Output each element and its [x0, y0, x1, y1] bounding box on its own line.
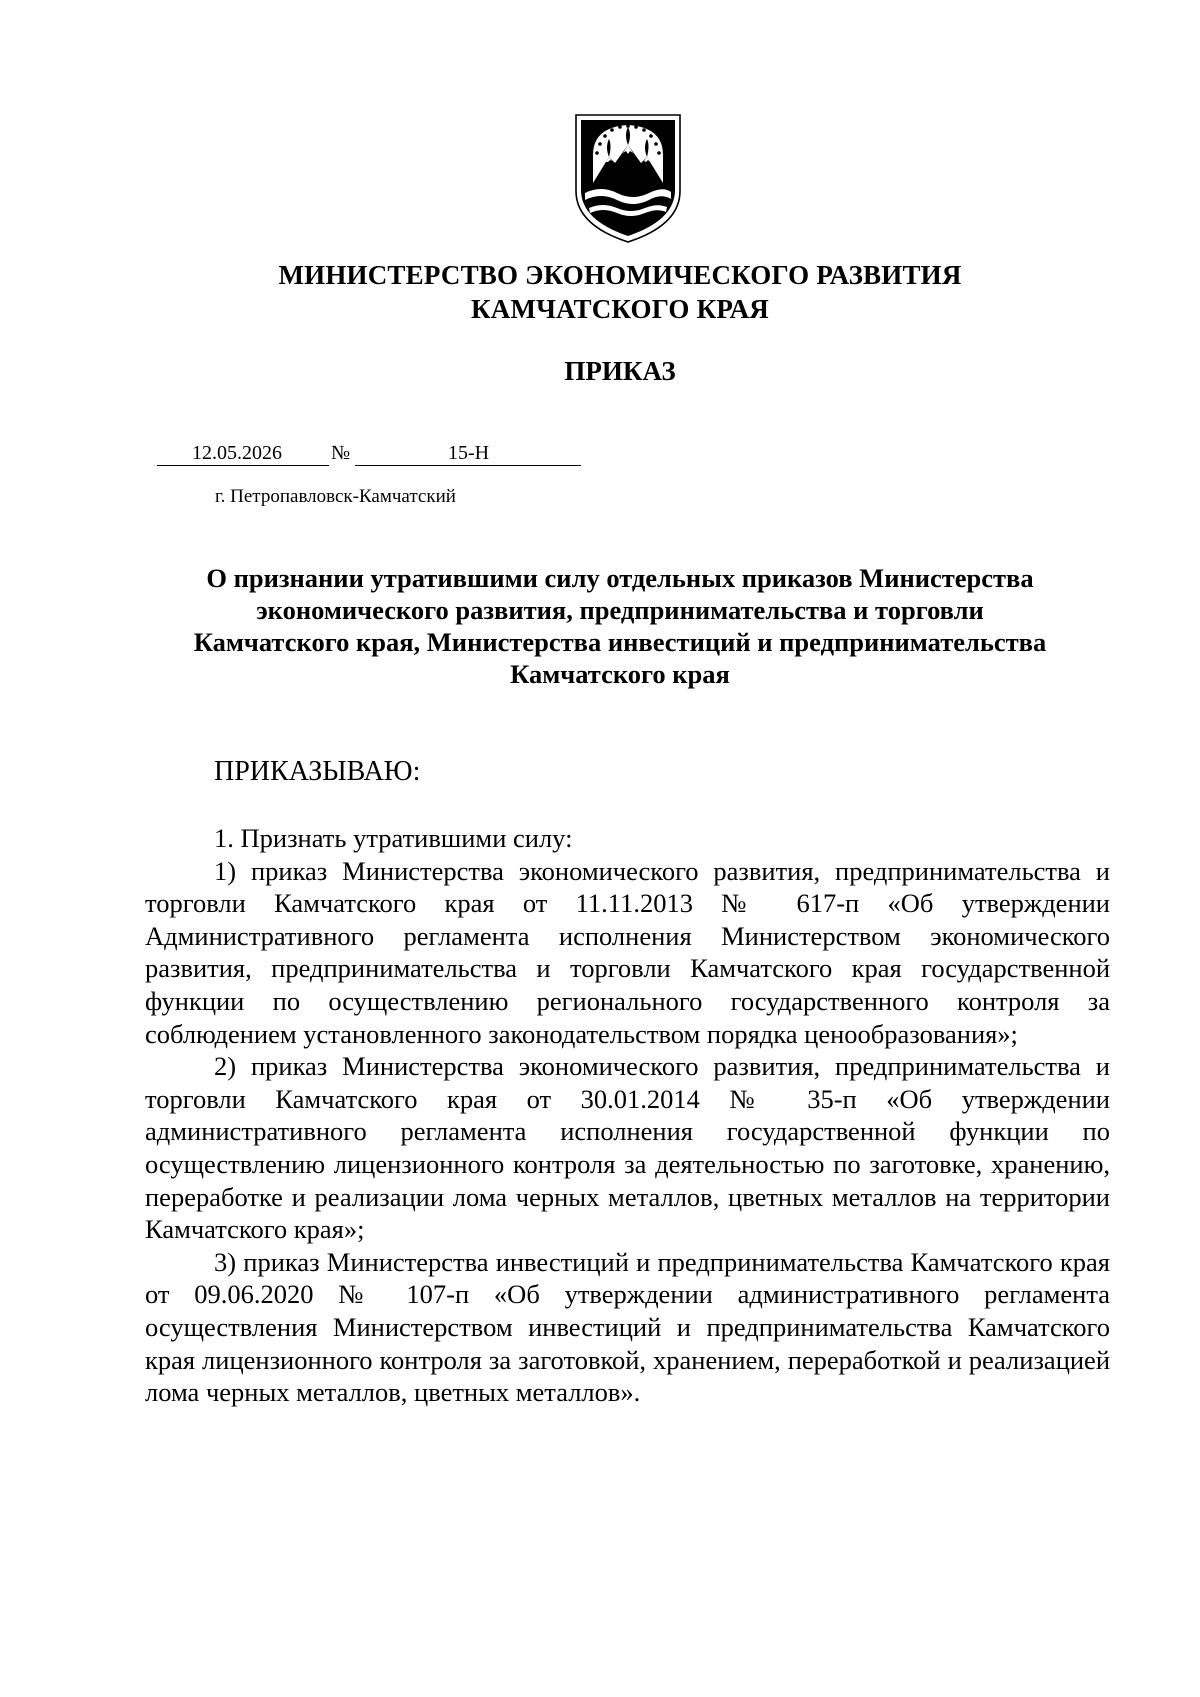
order-subject: [150, 562, 1090, 690]
order-subject-line-2: экономического развития, предпринимательства и торговли: [256, 595, 984, 625]
ministry-name-line-1: МИНИСТЕРСТВО ЭКОНОМИЧЕСКОГО РАЗВИТИЯ: [278, 260, 962, 290]
decree-word: ПРИКАЗЫВАЮ:: [214, 756, 421, 787]
number-underline: [355, 465, 581, 466]
ministry-name-line-2: КАМЧАТСКОГО КРАЯ: [471, 294, 769, 324]
city-name: г. Петропавловск-Камчатский: [215, 486, 456, 507]
coat-of-arms-emblem: [573, 113, 683, 244]
date-underline: [157, 465, 329, 466]
clause-1: 1. Признать утратившими силу:: [214, 823, 573, 853]
order-subject-line-3: Камчатского края, Министерства инвестиций и предпринимательства: [193, 627, 1047, 657]
order-number: 15-Н: [448, 442, 490, 464]
order-subject-line-4: Камчатского края: [510, 659, 730, 689]
number-sign: №: [331, 442, 351, 464]
kamchatka-coat-of-arms-icon: [573, 113, 683, 244]
order-subject-line-1: О признании утратившими силу отдельных приказов Министерства: [206, 563, 1034, 593]
order-body: [145, 822, 1110, 1409]
clause-1-item-2: 2) приказ Министерства экономического развития, предпринимательства и торговли Камчатского края от 30.01.2014 № 35-п «Об утверждении административного регламента исполнения государственной функции по осуществлению лицензионного контроля за деятельностью по заготовке, хранению, переработке и реализации лома черных металлов, цветных металлов на территории Камчатского края»;: [145, 1051, 1110, 1245]
ministry-name: [200, 258, 1040, 326]
order-date: 12.05.2026: [192, 442, 282, 464]
clause-1-item-3: 3) приказ Министерства инвестиций и предпринимательства Камчатского края от 09.06.2020 № 107-п «Об утверждении административного регламента осуществления Министерством инвестиций и предпринимательства Камчатского края лицензионного контроля за заготовкой, хранением, переработкой и реализацией лома черных металлов, цветных металлов».: [145, 1246, 1110, 1408]
clause-1-item-1: 1) приказ Министерства экономического развития, предпринимательства и торговли Камчатского края от 11.11.2013 № 617-п «Об утверждении Административного регламента исполнения Министерством экономического развития, предпринимательства и торговли Камчатского края государственной функции по осуществлению регионального государственного контроля за соблюдением установленного законодательством порядка ценообразования»;: [145, 855, 1110, 1049]
document-type-title: ПРИКАЗ: [564, 356, 676, 386]
